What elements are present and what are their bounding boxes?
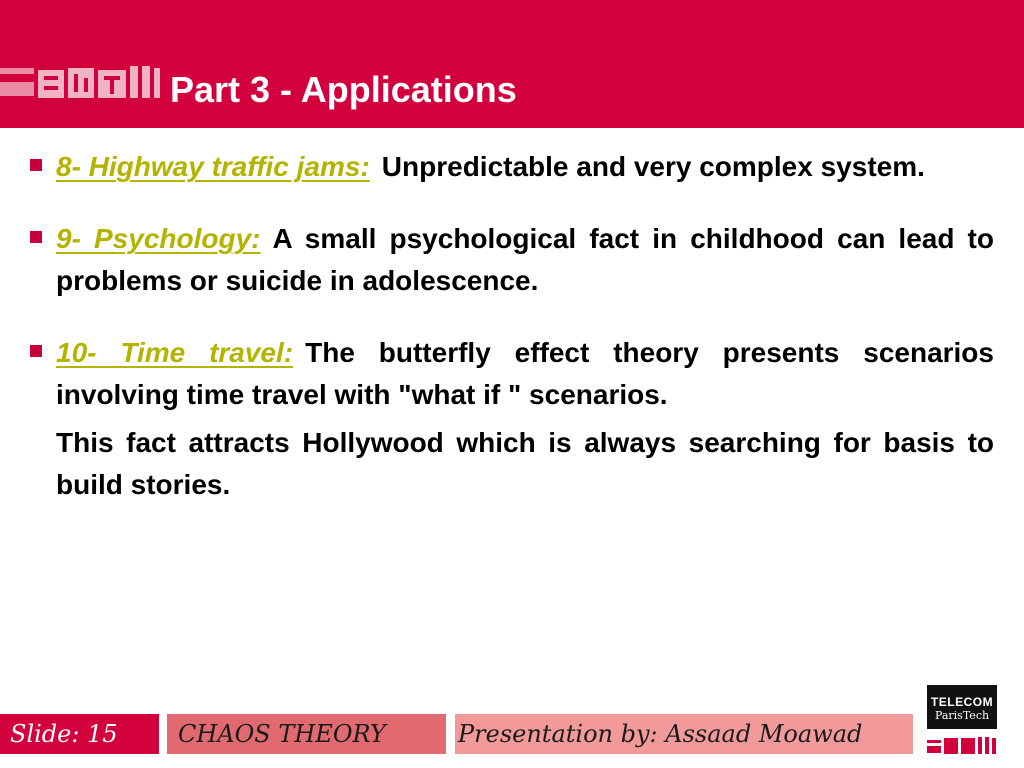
item-text: The butterfly effect theory presents scenarios involving time travel with "what if " scenarios. xyxy=(56,337,994,410)
brand-line-2: ParisTech xyxy=(934,709,990,722)
page-title: Part 3 - Applications xyxy=(170,69,517,110)
item-text: Unpredictable and very complex system. xyxy=(381,151,925,182)
bullet-square-icon xyxy=(30,231,42,243)
item-paragraph xyxy=(56,146,994,188)
item-heading-link[interactable]: 9- Psychology: xyxy=(56,223,261,254)
telecom-mark-icon xyxy=(927,734,997,756)
item-paragraph xyxy=(56,332,994,416)
footer-presenter: Presentation by: Assaad Moawad xyxy=(458,720,863,748)
header-banner xyxy=(0,0,1024,128)
footer-topic: CHAOS THEORY xyxy=(178,720,386,748)
item-text: A small psychological fact in childhood can lead to problems or suicide in adolescence. xyxy=(56,223,994,296)
brand-line-1: TELECOM xyxy=(930,695,994,709)
item-heading-link[interactable]: 8- Highway traffic jams: xyxy=(56,151,370,182)
slide-content xyxy=(28,146,994,506)
item-heading-link[interactable]: 10- Time travel: xyxy=(56,337,294,368)
item-extra-paragraph: This fact attracts Hollywood which is always searching for basis to build stories. xyxy=(56,427,994,500)
list-item xyxy=(28,146,994,188)
bullet-square-icon xyxy=(30,159,42,171)
bullet-square-icon xyxy=(30,345,42,357)
item-paragraph xyxy=(56,218,994,302)
list-item xyxy=(28,218,994,302)
telecom-paristech-logo xyxy=(927,685,997,729)
school-logo-icon xyxy=(0,60,160,104)
list-item xyxy=(28,332,994,506)
slide-number: Slide: 15 xyxy=(10,720,118,748)
